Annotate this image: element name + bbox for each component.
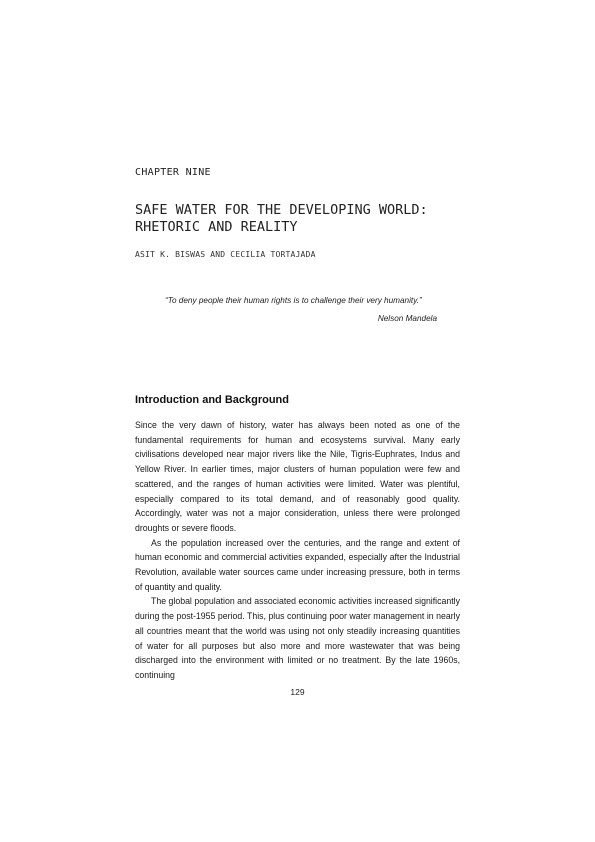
page-number: 129 (290, 687, 305, 697)
section-heading: Introduction and Background (135, 394, 289, 406)
epigraph (165, 296, 437, 323)
paragraph: The global population and associated economic activities increased significantly during the post-1955 period. This, plus continuing poor water management in nearly all countries meant that the world was using not only steadily increasing quantities of water for all purposes but also more and more wastewater that was being discharged into the environment with limited or no treatment. By the late 1960s, continuing (135, 596, 460, 680)
epigraph-attribution: Nelson Mandela (377, 314, 437, 323)
epigraph-quote: “To deny people their human rights is to challenge their very humanity.” (165, 296, 422, 305)
body-text (135, 418, 460, 683)
chapter-title: SAFE WATER FOR THE DEVELOPING WORLD: RHETORIC AND REALITY (135, 202, 428, 235)
chapter-label: CHAPTER NINE (135, 167, 211, 178)
paragraph: Since the very dawn of history, water has always been noted as one of the fundamental requirements for human and ecosystems survival. Many early civilisations developed near major rivers like the Nile, Tigris-Euphrates, Indus and Yellow River. In earlier times, major clusters of human population were few and scattered, and the ranges of human activities were limited. Water was plentiful, especially compared to its total demand, and of reasonably good quality. Accordingly, water was not a major consideration, unless there were prolonged droughts or severe floods. (135, 420, 460, 533)
paragraph: As the population increased over the centuries, and the range and extent of human economic and commercial activities expanded, especially after the Industrial Revolution, available water sources came under increasing pressure, both in terms of quantity and quality. (135, 537, 460, 592)
chapter-authors: ASIT K. BISWAS AND CECILIA TORTAJADA (135, 250, 316, 259)
